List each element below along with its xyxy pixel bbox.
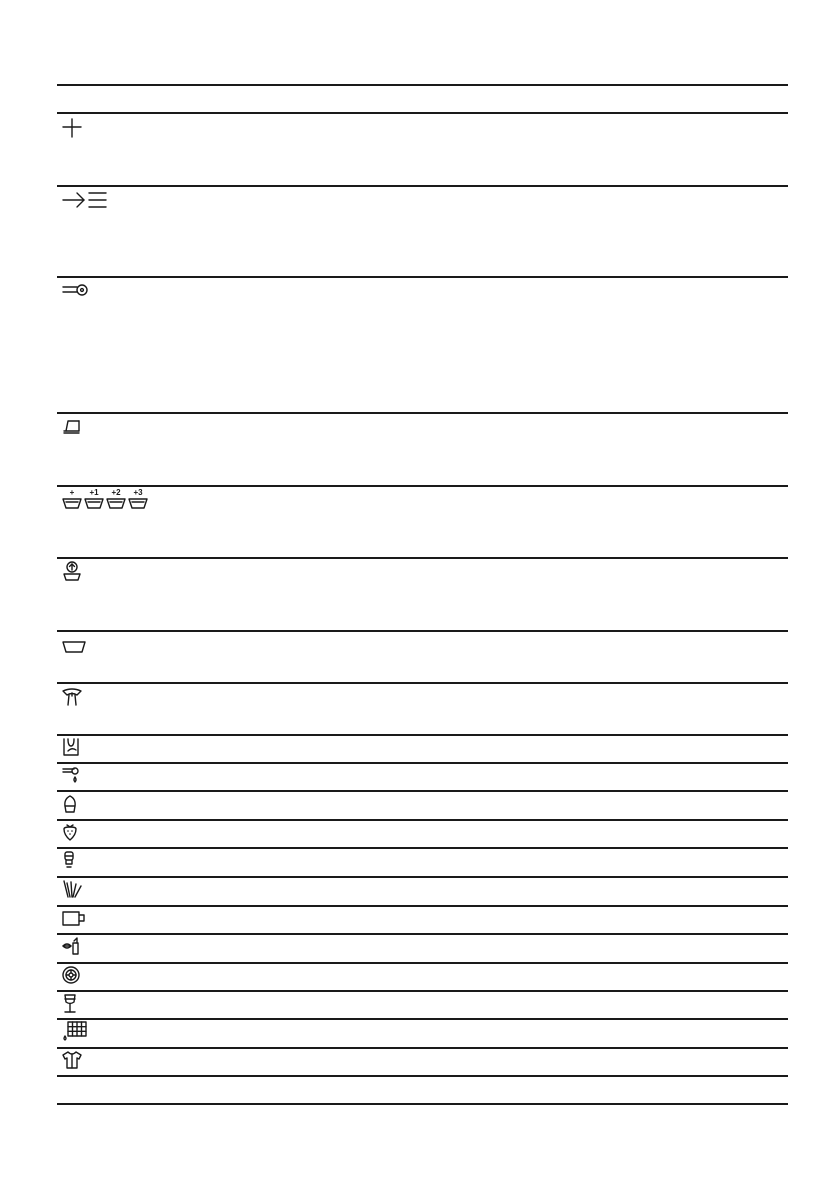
iron-icon (62, 418, 82, 434)
key-lock-icon (62, 283, 88, 297)
rinse-hold-icon (62, 561, 82, 581)
stain-drops-icon (62, 688, 82, 706)
row-divider (57, 276, 788, 278)
egg-icon (62, 795, 78, 813)
row-divider (57, 876, 788, 878)
wine-glass-icon (62, 994, 78, 1014)
row-divider (57, 1047, 788, 1049)
coffee-cup-icon (62, 910, 86, 926)
row-divider (57, 682, 788, 684)
row-divider (57, 790, 788, 792)
row-divider (57, 933, 788, 935)
row-divider (57, 185, 788, 187)
plus-icon (62, 118, 82, 138)
row-divider (57, 412, 788, 414)
tire-icon (62, 966, 80, 984)
rinse-level-label: + (69, 488, 75, 497)
baby-bib-icon (62, 738, 80, 756)
row-divider (57, 762, 788, 764)
rinse-level-label: +3 (133, 488, 143, 497)
row-divider (57, 485, 788, 487)
shoe-polish-icon (62, 851, 76, 869)
wash-basin-icon (62, 640, 86, 654)
row-divider (57, 734, 788, 736)
arrow-list-icon (62, 191, 108, 209)
rinse-level-label: +2 (111, 488, 121, 497)
shirt-icon (62, 1051, 82, 1069)
chocolate-bar-icon (62, 1021, 88, 1041)
row-divider (57, 962, 788, 964)
lipstick-icon (62, 937, 82, 955)
grass-icon (62, 880, 82, 898)
row-divider (57, 1018, 788, 1020)
row-divider (57, 1075, 788, 1077)
strawberry-icon (62, 823, 78, 841)
row-divider (57, 819, 788, 821)
row-divider (57, 990, 788, 992)
drip-stain-icon (62, 766, 80, 784)
rinse-level-label: +1 (89, 488, 99, 497)
row-divider (57, 557, 788, 559)
table-header-rule (57, 112, 788, 114)
table-top-rule (57, 84, 788, 86)
row-divider (57, 630, 788, 632)
row-divider (57, 905, 788, 907)
row-divider (57, 847, 788, 849)
table-bottom-rule (57, 1103, 788, 1105)
extra-rinse-basins-icon (62, 488, 152, 510)
